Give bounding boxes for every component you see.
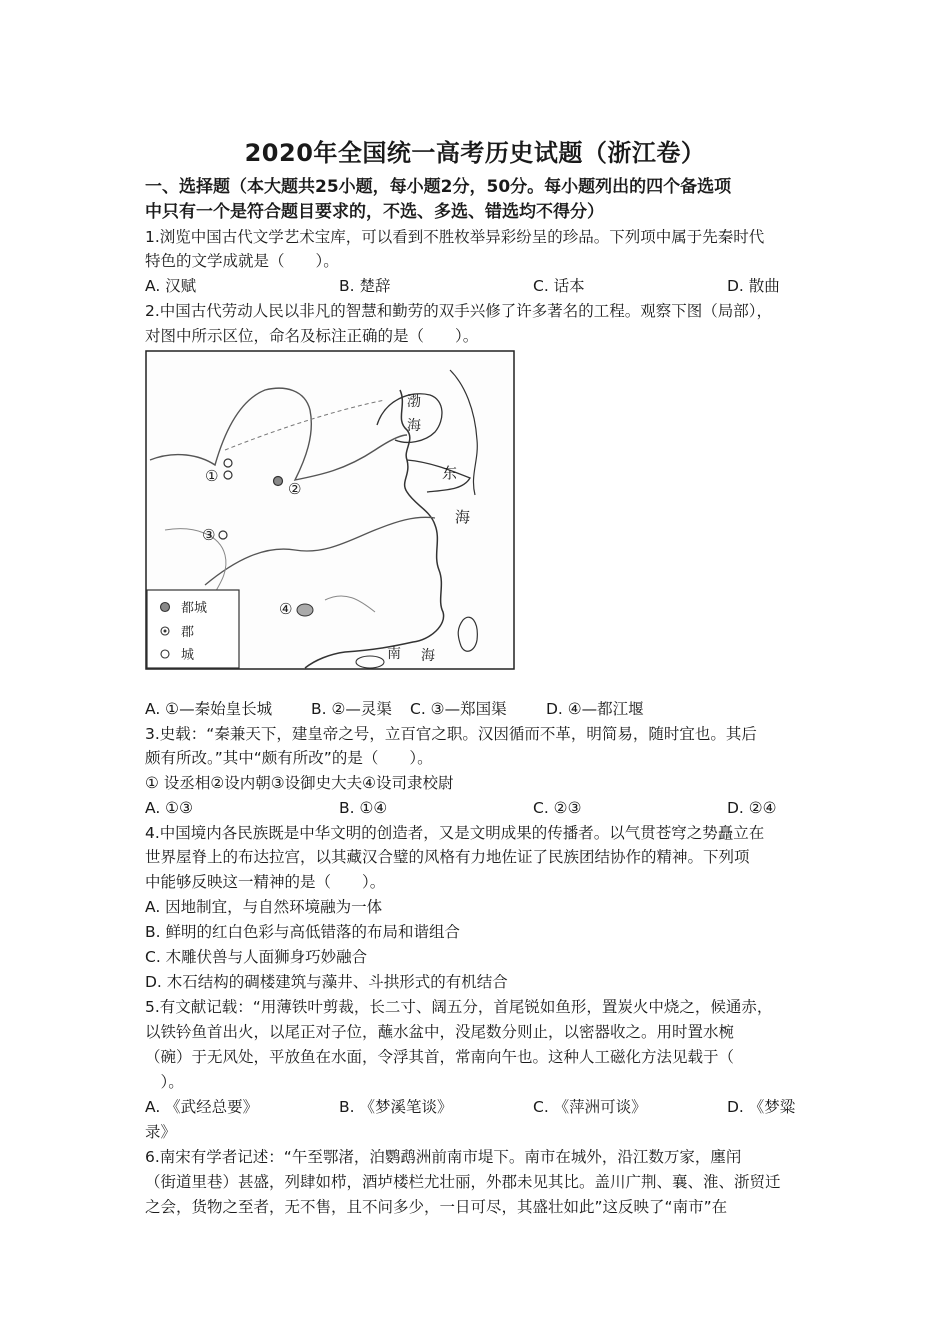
q2-option-a: A. ①—秦始皇长城: [145, 700, 273, 718]
q3-option-a: A. ①③: [145, 799, 193, 817]
q6-stem-line2: （街道里巷）甚盛，列肆如栉，酒垆楼栏尤壮丽，外郡未见其比。盖川广荆、襄、淮、浙贸迁: [145, 1173, 781, 1191]
q5-option-a: A. 《武经总要》: [145, 1098, 259, 1116]
q3-stem-line1: 3.史载：“秦兼天下，建皇帝之号，立百官之职。汉因循而不革，明简易，随时宜也。其后: [145, 725, 757, 743]
section-heading-line1: 一、选择题（本大题共25小题，每小题2分，50分。每小题列出的四个备选项: [145, 177, 732, 197]
q5-stem-line3: （碗）于无风处，平放鱼在水面，令浮其首，常南向午也。这种人工磁化方法见载于（: [145, 1048, 735, 1066]
q4-stem-line3: 中能够反映这一精神的是（ ）。: [145, 873, 386, 891]
map-label-bo-2: 海: [407, 418, 421, 434]
q1-options: [145, 275, 835, 297]
legend-city-icon: [161, 650, 169, 658]
q1-option-c: C. 话本: [533, 277, 585, 295]
map-marker-4: ④: [279, 600, 293, 618]
ancient-china-map: [145, 350, 515, 670]
q3-stem-line2: 颇有所改。”其中“颇有所改”的是（ ）。: [145, 749, 433, 767]
map-marker-2: ②: [288, 480, 302, 498]
map-city-circle: [224, 459, 232, 467]
q5-stem-line1: 5.有文献记载：“用薄铁叶剪裁，长二寸、阔五分，首尾锐如鱼形，置炭火中烧之，候通赤，: [145, 998, 773, 1016]
map-city-circle: [224, 471, 232, 479]
section-heading-line2: 中只有一个是符合题目要求的，不选、多选、错选均不得分）: [145, 202, 604, 222]
legend-prefecture-dot: [164, 630, 167, 633]
map-label-nan-2: 海: [421, 648, 435, 664]
map-city-circle: [219, 531, 227, 539]
map-label-dong-1: 东: [442, 464, 458, 482]
q4-option-b: B. 鲜明的红白色彩与高低错落的布局和谐组合: [145, 923, 460, 941]
q1-option-b: B. 楚辞: [339, 277, 391, 295]
map-lake: [297, 604, 313, 616]
q5-option-d: D. 《梦粱: [727, 1098, 796, 1116]
q2-options: [145, 698, 835, 720]
q4-option-d: D. 木石结构的碉楼建筑与藻井、斗拱形式的有机结合: [145, 973, 508, 991]
map-label-nan-1: 南: [387, 646, 401, 662]
legend-capital-label: 都城: [181, 601, 208, 616]
q3-options: [145, 797, 835, 819]
legend-capital-icon: [161, 603, 170, 612]
q5-options: [145, 1096, 835, 1118]
q6-stem-line1: 6.南宋有学者记述：“午至鄂渚，泊鹦鹉洲前南市堤下。南市在城外，沿江数万家，廛闬: [145, 1148, 742, 1166]
map-label-bo-1: 渤: [407, 394, 421, 410]
q2-stem-line1: 2.中国古代劳动人民以非凡的智慧和勤劳的双手兴修了许多著名的工程。观察下图（局部），: [145, 302, 773, 320]
q2-stem-line2: 对图中所示区位，命名及标注正确的是（ ）。: [145, 327, 479, 345]
q4-option-c: C. 木雕伏兽与人面狮身巧妙融合: [145, 948, 368, 966]
q5-option-d-continued: 录》: [145, 1123, 177, 1141]
q6-stem-line3: 之会，货物之至者，无不售，且不问多少，一日可尽，其盛壮如此”这反映了“南市”在: [145, 1198, 728, 1216]
q2-option-b: B. ②—灵渠: [311, 700, 392, 718]
q1-option-d: D. 散曲: [727, 277, 780, 295]
q1-stem-line1: 1.浏览中国古代文学艺术宝库，可以看到不胜枚举异彩纷呈的珍品。下列项中属于先秦时代: [145, 228, 765, 246]
q4-stem-line1: 4.中国境内各民族既是中华文明的创造者，又是文明成果的传播者。以气贯苍穹之势矗立在: [145, 824, 765, 842]
q3-option-d: D. ②④: [727, 799, 777, 817]
q1-option-a: A. 汉赋: [145, 277, 197, 295]
q3-stem-line3: ① 设丞相②设内朝③设御史大夫④设司隶校尉: [145, 774, 454, 792]
q5-option-b: B. 《梦溪笔谈》: [339, 1098, 453, 1116]
q5-stem-line4: ）。: [145, 1073, 184, 1091]
exam-title: 2020年全国统一高考历史试题（浙江卷）: [244, 139, 706, 167]
q4-stem-line2: 世界屋脊上的布达拉宫，以其藏汉合璧的风格有力地佐证了民族团结协作的精神。下列项: [145, 848, 750, 866]
q4-option-a: A. 因地制宜，与自然环境融为一体: [145, 898, 383, 916]
map-marker-1: ①: [205, 467, 219, 485]
legend-prefecture-label: 郡: [181, 625, 195, 640]
q5-stem-line2: 以铁钤鱼首出火，以尾正对子位，蘸水盆中，没尾数分则止，以密器收之。用时置水椀: [145, 1023, 735, 1041]
q1-stem-line2: 特色的文学成就是（ ）。: [145, 252, 339, 270]
map-capital-circle: [274, 477, 283, 486]
map-label-dong-2: 海: [455, 508, 471, 526]
q2-option-c: C. ③—郑国渠: [410, 700, 507, 718]
q5-option-c: C. 《萍洲可谈》: [533, 1098, 647, 1116]
q3-option-b: B. ①④: [339, 799, 388, 817]
q2-option-d: D. ④—都江堰: [546, 700, 644, 718]
map-marker-3: ③: [202, 526, 216, 544]
legend-city-label: 城: [181, 648, 195, 663]
q3-option-c: C. ②③: [533, 799, 582, 817]
